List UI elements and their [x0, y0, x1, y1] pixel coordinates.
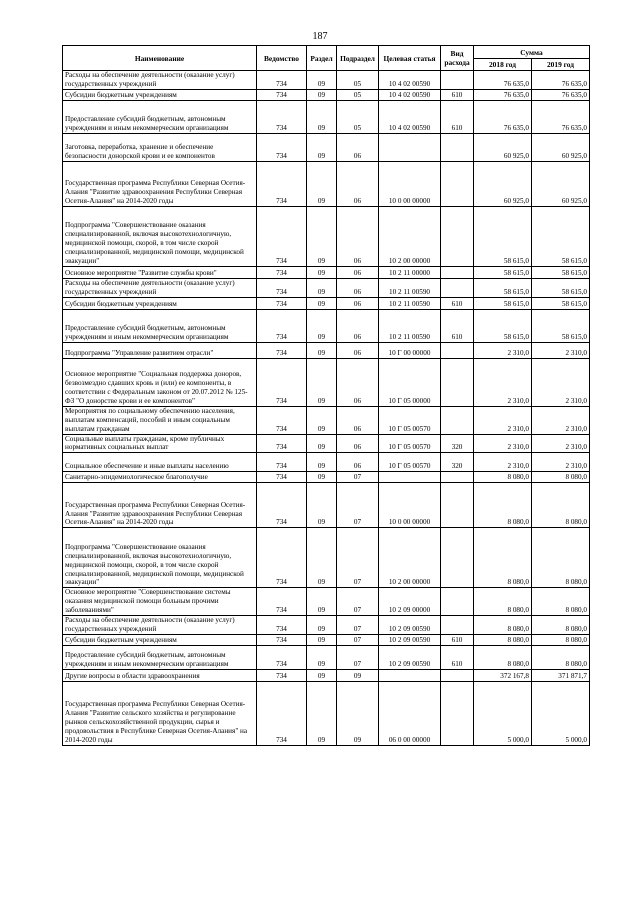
row-dept: 734	[257, 528, 307, 588]
row-exp-type: 320	[441, 434, 474, 453]
table-row	[63, 588, 590, 616]
row-name: Государственная программа Республики Северная Осетия-Алания "Развитие здравоохранения Республики Северная Осетия-Алания" на 2014-2020 годы	[63, 161, 257, 206]
row-name: Предоставление субсидий бюджетным, автономным учреждениям и иным некоммерческим организациям	[63, 309, 257, 342]
table-row	[63, 358, 590, 406]
header-section: Раздел	[307, 46, 337, 71]
row-target: 10 4 02 00590	[379, 100, 441, 133]
row-dept: 734	[257, 472, 307, 483]
table-row	[63, 528, 590, 588]
row-dept: 734	[257, 89, 307, 100]
row-sum-2018: 76 635,0	[474, 71, 532, 90]
row-name: Подпрограмма "Совершенствование оказания специализированной, включая высокотехнологичную, медицинской помощи, скорой, в том числе скорой специализированной, медицинской помощи, медицинской эвакуации"	[63, 528, 257, 588]
table-row	[63, 161, 590, 206]
row-dept: 734	[257, 434, 307, 453]
row-name: Санитарно-эпидемиологическое благополучие	[63, 472, 257, 483]
row-exp-type	[441, 358, 474, 406]
row-subsection: 07	[337, 472, 379, 483]
row-sum-2019: 8 080,0	[532, 616, 590, 635]
row-name: Основное мероприятие "Совершенствование системы оказания медицинской помощи больным прочими заболеваниями"	[63, 588, 257, 616]
row-dept: 734	[257, 588, 307, 616]
row-sum-2019: 58 615,0	[532, 278, 590, 297]
row-target: 10 2 00 00000	[379, 528, 441, 588]
row-sum-2018: 8 080,0	[474, 483, 532, 528]
header-subsection: Подраздел	[337, 46, 379, 71]
row-sum-2019: 58 615,0	[532, 309, 590, 342]
header-name: Наименование	[63, 46, 257, 71]
row-dept: 734	[257, 342, 307, 358]
row-subsection: 06	[337, 161, 379, 206]
row-sum-2018: 58 615,0	[474, 206, 532, 266]
row-sum-2019: 5 000,0	[532, 681, 590, 745]
row-dept: 734	[257, 406, 307, 434]
row-target: 10 Г 05 00570	[379, 434, 441, 453]
row-dept: 734	[257, 358, 307, 406]
row-target: 10 4 02 00590	[379, 71, 441, 90]
row-section: 09	[307, 89, 337, 100]
row-target: 10 0 00 00000	[379, 161, 441, 206]
row-target: 10 2 09 00590	[379, 634, 441, 645]
table-row	[63, 297, 590, 309]
row-target: 10 2 09 00590	[379, 616, 441, 635]
row-dept: 734	[257, 669, 307, 681]
row-section: 09	[307, 681, 337, 745]
table-row	[63, 71, 590, 90]
row-name: Расходы на обеспечение деятельности (оказание услуг) государственных учреждений	[63, 278, 257, 297]
row-section: 09	[307, 453, 337, 472]
row-section: 09	[307, 645, 337, 669]
row-subsection: 05	[337, 100, 379, 133]
row-section: 09	[307, 434, 337, 453]
row-section: 09	[307, 161, 337, 206]
header-dept: Ведомство	[257, 46, 307, 71]
row-sum-2018: 76 635,0	[474, 89, 532, 100]
header-exp-type: Вид расхода	[441, 46, 474, 71]
row-dept: 734	[257, 206, 307, 266]
table-row	[63, 634, 590, 645]
table-row	[63, 266, 590, 278]
row-sum-2019: 2 310,0	[532, 434, 590, 453]
row-exp-type: 320	[441, 453, 474, 472]
row-subsection: 06	[337, 453, 379, 472]
row-name: Расходы на обеспечение деятельности (оказание услуг) государственных учреждений	[63, 71, 257, 90]
row-dept: 734	[257, 483, 307, 528]
row-sum-2018: 2 310,0	[474, 342, 532, 358]
row-exp-type: 610	[441, 634, 474, 645]
row-subsection: 07	[337, 588, 379, 616]
row-sum-2018: 8 080,0	[474, 588, 532, 616]
table-row	[63, 342, 590, 358]
row-exp-type	[441, 206, 474, 266]
row-exp-type: 610	[441, 645, 474, 669]
row-subsection: 07	[337, 645, 379, 669]
row-sum-2018: 58 615,0	[474, 266, 532, 278]
row-sum-2019: 76 635,0	[532, 89, 590, 100]
row-exp-type: 610	[441, 89, 474, 100]
row-exp-type	[441, 669, 474, 681]
row-section: 09	[307, 588, 337, 616]
row-exp-type	[441, 472, 474, 483]
row-sum-2018: 60 925,0	[474, 161, 532, 206]
row-dept: 734	[257, 453, 307, 472]
row-sum-2019: 60 925,0	[532, 161, 590, 206]
row-subsection: 07	[337, 483, 379, 528]
row-name: Подпрограмма "Управление развитием отрасли"	[63, 342, 257, 358]
row-section: 09	[307, 528, 337, 588]
table-row	[63, 616, 590, 635]
row-exp-type: 610	[441, 309, 474, 342]
row-subsection: 06	[337, 206, 379, 266]
row-name: Расходы на обеспечение деятельности (оказание услуг) государственных учреждений	[63, 616, 257, 635]
row-target: 10 2 09 00590	[379, 645, 441, 669]
row-sum-2019: 2 310,0	[532, 406, 590, 434]
table-row	[63, 483, 590, 528]
row-name: Заготовка, переработка, хранение и обеспечение безопасности донорской крови и ее компонентов	[63, 133, 257, 161]
row-sum-2018: 60 925,0	[474, 133, 532, 161]
row-sum-2019: 2 310,0	[532, 358, 590, 406]
row-target	[379, 133, 441, 161]
row-subsection: 06	[337, 266, 379, 278]
row-sum-2019: 8 080,0	[532, 528, 590, 588]
row-sum-2018: 58 615,0	[474, 278, 532, 297]
row-dept: 734	[257, 634, 307, 645]
row-sum-2019: 2 310,0	[532, 453, 590, 472]
row-sum-2018: 2 310,0	[474, 406, 532, 434]
row-section: 09	[307, 278, 337, 297]
table-row	[63, 669, 590, 681]
table-row	[63, 645, 590, 669]
row-name: Государственная программа Республики Северная Осетия-Алания "Развитие здравоохранения Республики Северная Осетия-Алания" на 2014-2020 годы	[63, 483, 257, 528]
table-row	[63, 681, 590, 745]
row-dept: 734	[257, 100, 307, 133]
row-exp-type: 610	[441, 100, 474, 133]
row-dept: 734	[257, 309, 307, 342]
row-name: Субсидии бюджетным учреждениям	[63, 297, 257, 309]
row-dept: 734	[257, 681, 307, 745]
row-dept: 734	[257, 297, 307, 309]
row-sum-2019: 58 615,0	[532, 266, 590, 278]
row-target: 10 2 11 00590	[379, 278, 441, 297]
row-subsection: 06	[337, 133, 379, 161]
row-dept: 734	[257, 645, 307, 669]
row-target: 10 0 00 00000	[379, 483, 441, 528]
row-dept: 734	[257, 161, 307, 206]
row-target: 10 2 11 00000	[379, 266, 441, 278]
row-target: 10 Г 05 00570	[379, 406, 441, 434]
header-sum: Сумма	[474, 46, 590, 59]
budget-table	[62, 45, 590, 746]
row-sum-2019: 76 635,0	[532, 71, 590, 90]
row-name: Предоставление субсидий бюджетным, автономным учреждениям и иным некоммерческим организациям	[63, 645, 257, 669]
row-section: 09	[307, 634, 337, 645]
row-subsection: 06	[337, 406, 379, 434]
row-target: 10 2 11 00590	[379, 297, 441, 309]
row-target	[379, 669, 441, 681]
row-dept: 734	[257, 616, 307, 635]
row-section: 09	[307, 616, 337, 635]
row-subsection: 09	[337, 669, 379, 681]
table-row	[63, 133, 590, 161]
row-name: Субсидии бюджетным учреждениям	[63, 634, 257, 645]
row-dept: 734	[257, 133, 307, 161]
row-section: 09	[307, 669, 337, 681]
row-exp-type	[441, 278, 474, 297]
row-subsection: 07	[337, 634, 379, 645]
table-row	[63, 472, 590, 483]
row-dept: 734	[257, 278, 307, 297]
row-section: 09	[307, 472, 337, 483]
row-name: Подпрограмма "Совершенствование оказания специализированной, включая высокотехнологичную, медицинской помощи, скорой, в том числе скорой специализированной, медицинской помощи, медицинской эвакуации"	[63, 206, 257, 266]
row-name: Социальные выплаты гражданам, кроме публичных нормативных социальных выплат	[63, 434, 257, 453]
row-exp-type	[441, 342, 474, 358]
row-sum-2019: 8 080,0	[532, 645, 590, 669]
row-sum-2018: 8 080,0	[474, 616, 532, 635]
row-section: 09	[307, 406, 337, 434]
row-subsection: 06	[337, 278, 379, 297]
row-subsection: 09	[337, 681, 379, 745]
row-target: 10 Г 05 00570	[379, 453, 441, 472]
row-exp-type	[441, 161, 474, 206]
row-sum-2019: 60 925,0	[532, 133, 590, 161]
row-subsection: 05	[337, 71, 379, 90]
row-section: 09	[307, 71, 337, 90]
row-sum-2018: 58 615,0	[474, 297, 532, 309]
row-sum-2019: 2 310,0	[532, 342, 590, 358]
row-name: Государственная программа Республики Северная Осетия-Алания "Развитие сельского хозяйства и регулирование рынков сельскохозяйственной продукции, сырья и продовольствия в Республике Северная Осетия-Алания" на 2014-2020 годы	[63, 681, 257, 745]
row-name: Предоставление субсидий бюджетным, автономным учреждениям и иным некоммерческим организациям	[63, 100, 257, 133]
row-sum-2018: 2 310,0	[474, 434, 532, 453]
row-target: 06 0 00 00000	[379, 681, 441, 745]
table-row	[63, 206, 590, 266]
row-exp-type	[441, 616, 474, 635]
row-sum-2019: 8 080,0	[532, 472, 590, 483]
row-exp-type	[441, 406, 474, 434]
row-sum-2018: 58 615,0	[474, 309, 532, 342]
row-subsection: 07	[337, 528, 379, 588]
row-target: 10 4 02 00590	[379, 89, 441, 100]
header-2018: 2018 год	[474, 59, 532, 71]
row-dept: 734	[257, 266, 307, 278]
row-sum-2018: 8 080,0	[474, 528, 532, 588]
row-section: 09	[307, 133, 337, 161]
row-subsection: 05	[337, 89, 379, 100]
table-body	[63, 71, 590, 746]
row-target: 10 2 11 00590	[379, 309, 441, 342]
row-subsection: 06	[337, 358, 379, 406]
row-exp-type	[441, 483, 474, 528]
table-row	[63, 89, 590, 100]
table-row	[63, 278, 590, 297]
row-sum-2018: 76 635,0	[474, 100, 532, 133]
row-exp-type	[441, 681, 474, 745]
page-number: 187	[312, 31, 328, 42]
row-subsection: 06	[337, 309, 379, 342]
row-section: 09	[307, 342, 337, 358]
row-section: 09	[307, 266, 337, 278]
row-section: 09	[307, 206, 337, 266]
row-sum-2018: 8 080,0	[474, 634, 532, 645]
row-sum-2018: 8 080,0	[474, 645, 532, 669]
row-name: Основное мероприятие "Социальная поддержка доноров, безвозмездно сдавших кровь и (или) ее компоненты, в соответствии с Федеральным законом от 20.07.2012 № 125-ФЗ "О донорстве крови и ее компонентов"	[63, 358, 257, 406]
table-row	[63, 406, 590, 434]
row-exp-type	[441, 266, 474, 278]
header-2019: 2019 год	[532, 59, 590, 71]
row-sum-2018: 2 310,0	[474, 358, 532, 406]
row-exp-type	[441, 133, 474, 161]
row-sum-2019: 58 615,0	[532, 206, 590, 266]
row-section: 09	[307, 483, 337, 528]
row-exp-type	[441, 528, 474, 588]
row-subsection: 06	[337, 297, 379, 309]
row-target: 10 2 00 00000	[379, 206, 441, 266]
row-name: Мероприятия по социальному обеспечению населения, выплатам компенсаций, пособий и иным социальным выплатам гражданам	[63, 406, 257, 434]
row-name: Социальное обеспечение и иные выплаты населению	[63, 453, 257, 472]
row-section: 09	[307, 358, 337, 406]
row-sum-2018: 2 310,0	[474, 453, 532, 472]
row-section: 09	[307, 297, 337, 309]
row-exp-type	[441, 71, 474, 90]
header-target: Целевая статья	[379, 46, 441, 71]
row-dept: 734	[257, 71, 307, 90]
row-name: Субсидии бюджетным учреждениям	[63, 89, 257, 100]
row-subsection: 06	[337, 434, 379, 453]
table-row	[63, 309, 590, 342]
row-target: 10 Г 00 00000	[379, 342, 441, 358]
row-name: Основное мероприятие "Развитие службы крови"	[63, 266, 257, 278]
row-section: 09	[307, 100, 337, 133]
row-sum-2019: 76 635,0	[532, 100, 590, 133]
row-sum-2018: 5 000,0	[474, 681, 532, 745]
row-sum-2018: 372 167,8	[474, 669, 532, 681]
row-sum-2019: 8 080,0	[532, 483, 590, 528]
row-subsection: 06	[337, 342, 379, 358]
row-sum-2019: 371 871,7	[532, 669, 590, 681]
row-exp-type: 610	[441, 297, 474, 309]
row-exp-type	[441, 588, 474, 616]
table-row	[63, 100, 590, 133]
row-sum-2019: 58 615,0	[532, 297, 590, 309]
row-target	[379, 472, 441, 483]
table-row	[63, 453, 590, 472]
row-target: 10 Г 05 00000	[379, 358, 441, 406]
row-target: 10 2 09 00000	[379, 588, 441, 616]
row-section: 09	[307, 309, 337, 342]
row-name: Другие вопросы в области здравоохранения	[63, 669, 257, 681]
table-row	[63, 434, 590, 453]
row-subsection: 07	[337, 616, 379, 635]
row-sum-2019: 8 080,0	[532, 634, 590, 645]
row-sum-2019: 8 080,0	[532, 588, 590, 616]
header-row	[63, 46, 590, 59]
row-sum-2018: 8 080,0	[474, 472, 532, 483]
